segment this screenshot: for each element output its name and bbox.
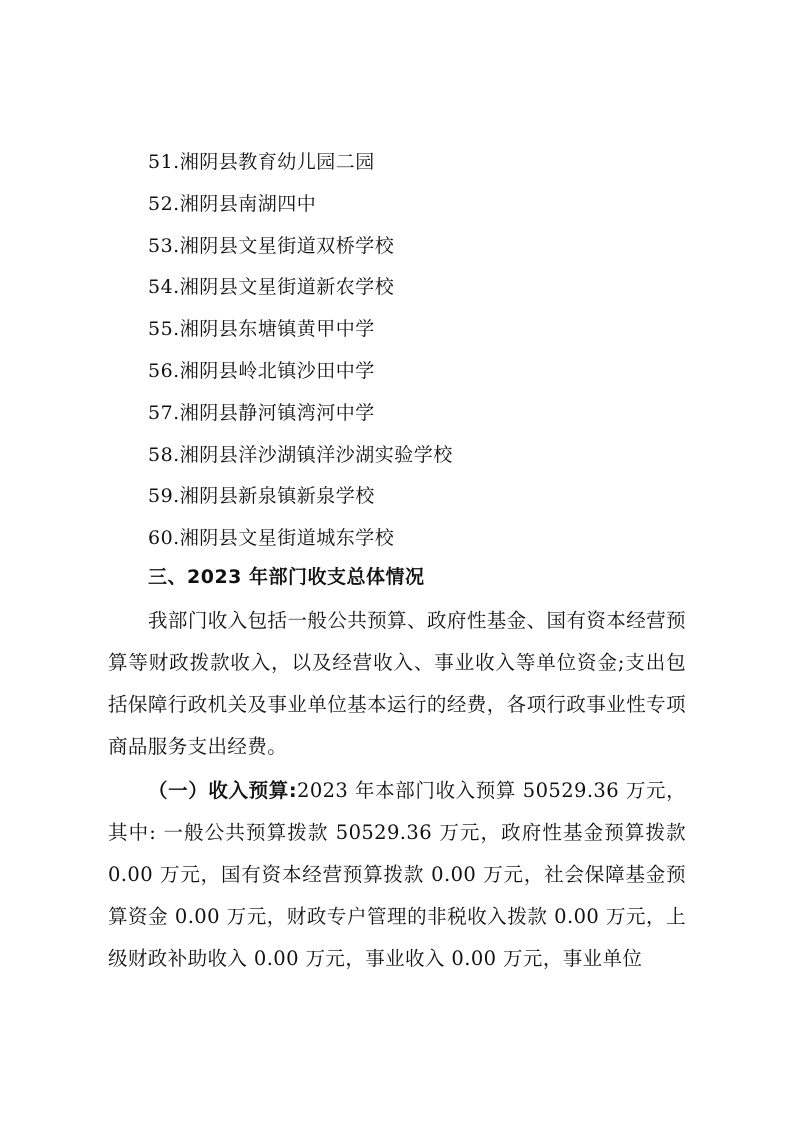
list-item: 60.湘阴县文星街道城东学校 [148, 527, 395, 550]
list-item: 57.湘阴县静河镇湾河中学 [148, 401, 375, 424]
income-budget-paragraph [108, 770, 686, 980]
list-item: 51.湘阴县教育幼儿园二园 [148, 151, 375, 173]
list-item: 55.湘阴县东塘镇黄甲中学 [148, 318, 375, 341]
overview-paragraph: 我部门收入包括一般公共预算、政府性基金、国有资本经营预算等财政拨款收入，以及经营收入、事业收入等单位资金;支出包括保障行政机关及事业单位基本运行的经费，各项行政事业性专项商品服务支出经费。 [108, 609, 686, 758]
school-list [148, 148, 453, 566]
list-item: 52.湘阴县南湖四中 [148, 192, 317, 215]
list-item: 56.湘阴县岭北镇沙田中学 [148, 359, 375, 382]
list-item: 54.湘阴县文星街道新农学校 [148, 276, 395, 299]
list-item: 59.湘阴县新泉镇新泉学校 [148, 485, 375, 508]
section-heading: 三、2023 年部门收支总体情况 [148, 566, 425, 588]
list-item: 58.湘阴县洋沙湖镇洋沙湖实验学校 [148, 443, 453, 466]
income-budget-lead: （一）收入预算: [148, 779, 298, 802]
list-item: 53.湘阴县文星街道双桥学校 [148, 234, 395, 257]
income-budget-text: 2023 年本部门收入预算 50529.36 万元，其中: 一般公共预算拨款 50529.36 万元，政府性基金预算拨款 0.00 万元，国有资本经营预算拨款 0.00 万元，社会保障基金预算资金 0.00 万元，财政专户管理的非税收入拨款 0.00 万元，上级财政补助收入 0.00 万元，事业收入 0.00 万元，事业单位 [108, 779, 686, 970]
